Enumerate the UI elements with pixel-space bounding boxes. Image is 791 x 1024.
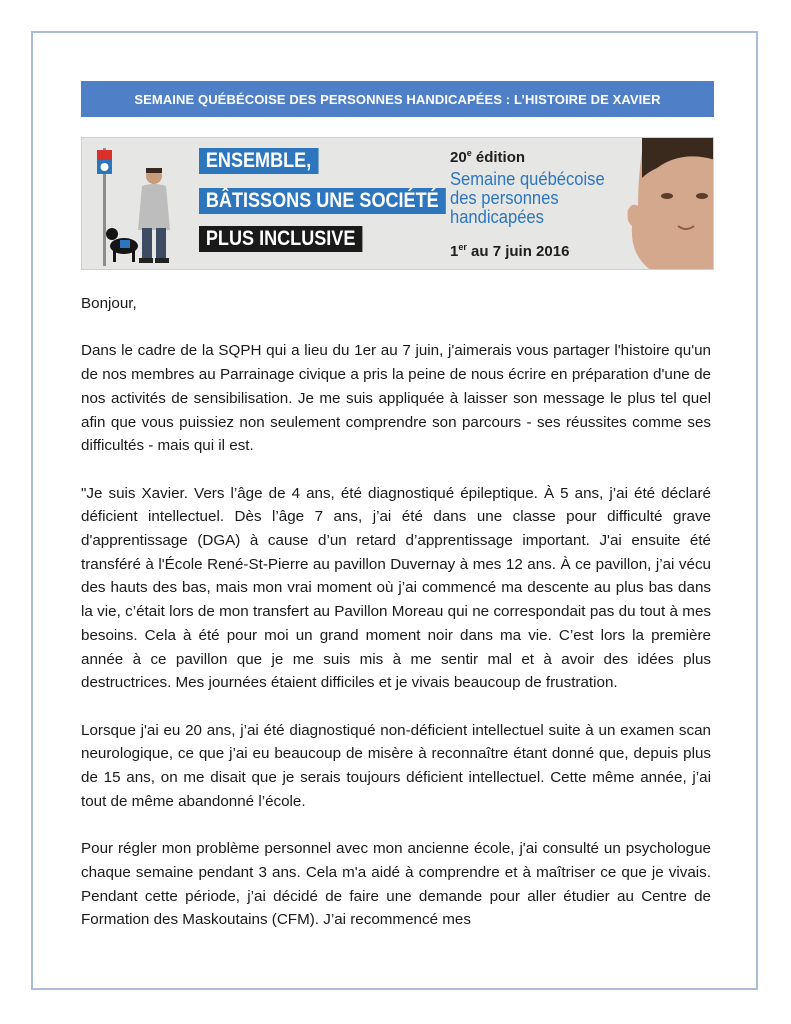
sign-top	[97, 150, 112, 160]
event-dates: 1er au 7 juin 2016	[450, 242, 570, 260]
intro-paragraph: Dans le cadre de la SQPH qui a lieu du 1er au 7 juin, j'aimerais vous partager l'histoire qu'un de nos membres au Parrainage civique a pris la peine de nous écrire en préparation d'une de nos activités de sensibilisation. Je me suis appliquée à laisser son message le plus tel quel afin que vous puissiez non seulement comprendre son parcours - ses réussites comme ses difficultés - mais qui il est.	[81, 342, 711, 455]
document-title: SEMAINE QUÉBÉCOISE DES PERSONNES HANDICAPÉES : L’HISTOIRE DE XAVIER	[81, 81, 714, 117]
sqph-banner	[81, 137, 714, 270]
story-paragraph-3: Pour régler mon problème personnel avec mon ancienne école, j'ai consulté un psychologue chaque semaine pendant 3 ans. Cela m'a aidé à comprendre et à maîtriser ce que je vivais. Pendant cette période, j’ai décidé de faire une demande pour aller étudier au Centre de Formation des Maskoutains (CFM). J’ai recommencé mes	[81, 840, 711, 929]
slogan-line-1: ENSEMBLE,	[199, 148, 318, 174]
story-paragraph-1: "Je suis Xavier. Vers l’âge de 4 ans, été diagnostiqué épileptique. À 5 ans, j’ai été déclaré déficient intellectuel. Dès l’âge 7 ans, j’ai été dans une classe pour difficulté grave d'apprentissage (DGA) à cause d’un retard d’apprentissage important. J'ai ensuite été transféré à l'École René-St-Pierre au pavillon Duvernay à mes 12 ans. À ce pavillon, j’ai vécu des hauts des bas, mais mon vrai moment où j’ai commencé ma descente au plus bas dans la vie, c’était lors de mon transfert au Pavillon Moreau qui ne correspondait pas du tout à mes besoins. Cela à été pour moi un grand moment noir dans ma vie. C’est lors la première année à ce pavillon que je me suis mis à me sentir mal et à avoir des idées plus destructrices. Mes journées étaient difficiles et je vivais beaucoup de frustration.	[81, 484, 711, 692]
story-paragraph-2: Lorsque j'ai eu 20 ans, j’ai été diagnostiqué non-déficient intellectuel suite à un examen scan neurologique, ce que j’ai eu beaucoup de misère à reconnaître étant donné que, depuis plus de 15 ans, on me disait que je serais toujours déficient intellectuel. Cette même année, j’ai tout de même abandonné l’école.	[81, 721, 711, 810]
person-sweater	[138, 184, 170, 230]
person-leg-left	[142, 228, 152, 260]
event-name: Semaine québécoise des personnes handicapées	[450, 169, 605, 227]
edition-label: 20e édition	[450, 148, 526, 166]
person-leg-right	[156, 228, 166, 260]
accessibility-icon	[101, 163, 109, 171]
slogan-line-2: BÂTISSONS UNE SOCIÉTÉ	[199, 188, 446, 214]
slogan-line-3: PLUS INCLUSIVE	[199, 226, 362, 252]
greeting: Bonjour,	[81, 295, 137, 312]
letter-body	[81, 292, 711, 956]
